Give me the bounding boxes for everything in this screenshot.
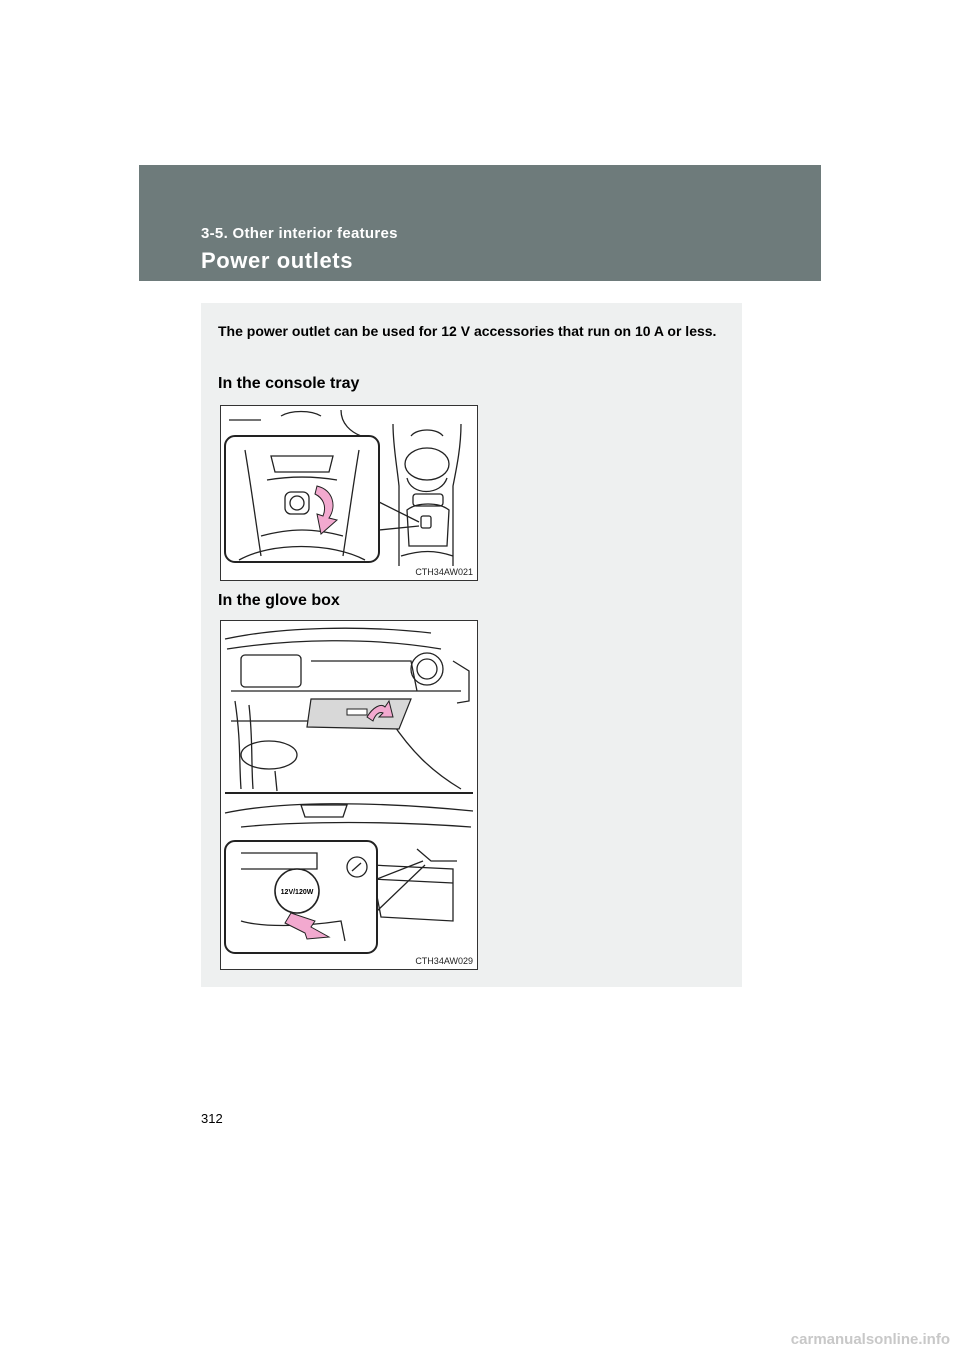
console-tray-illustration: [221, 406, 477, 580]
glove-box-illustration: [221, 621, 477, 969]
page-number: 312: [201, 1111, 223, 1126]
section-label: 3-5. Other interior features: [201, 225, 398, 242]
watermark: carmanualsonline.info: [790, 1331, 950, 1348]
glove-box-figure: [220, 620, 478, 970]
intro-text: The power outlet can be used for 12 V accessories that run on 10 A or less.: [218, 323, 717, 339]
content-box: [201, 303, 742, 987]
glovebox-heading: In the glove box: [218, 592, 340, 609]
header-bar: [139, 165, 821, 281]
console-tray-figure: [220, 405, 478, 581]
page-title: Power outlets: [201, 248, 354, 273]
console-figure-code: CTH34AW021: [415, 567, 473, 577]
outlet-rating-label: 12V/120W: [280, 889, 314, 896]
glovebox-figure-code: CTH34AW029: [415, 956, 473, 966]
console-heading: In the console tray: [218, 375, 360, 392]
